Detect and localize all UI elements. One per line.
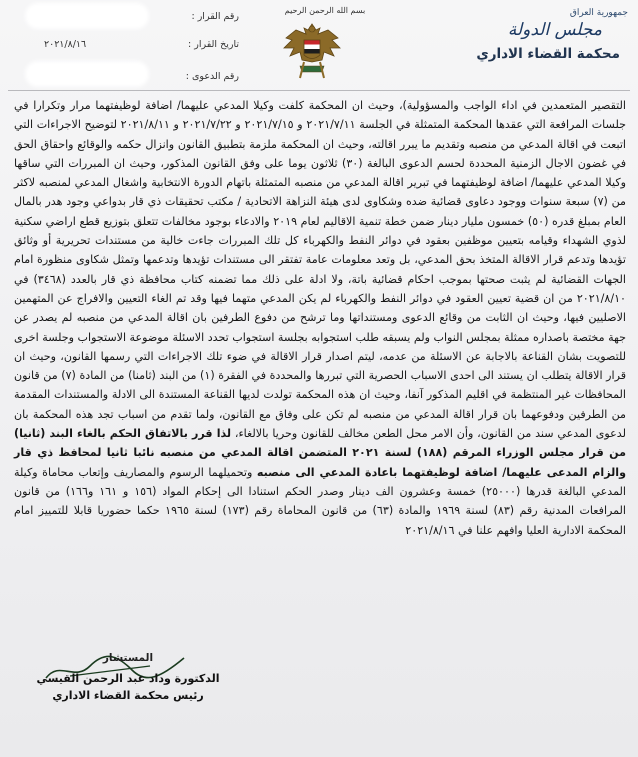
- iraq-eagle-emblem-icon: [282, 20, 342, 84]
- redaction-mark: [28, 64, 146, 84]
- judgment-closing: وتحميلهما الرسوم والمصاريف وإتعاب محاماة وكيلة المدعي البالغة قدرها (٢٥٠٠٠) خمسة وعشرون الف دينار وصدر الحكم استنادا الى إحكام المواد (١٥٦ و ١٦١ و١٦٦) من قانون المرافعات المدنية رقم (٨٣) لسنة ١٩٦٩ والمادة (٦٣) من قانون المحاماة رقم (١٧٣) لسنة ١٩٦٥ حكما حضوريا قابلا للتمييز امام المحكمة الادارية العليا وافهم علنا في ٢٠٢١/٨/١٦: [14, 465, 627, 537]
- decision-number-row: [14, 8, 239, 28]
- decision-number-label: رقم القرار :: [191, 11, 239, 22]
- signature-role: رئيس محكمة القضاء الاداري: [52, 689, 204, 702]
- court-header: [418, 8, 628, 62]
- republic-title: جمهورية العراق: [569, 8, 628, 18]
- case-number-row: [14, 68, 239, 88]
- decision-date-label: تاريخ القرار :: [188, 39, 239, 50]
- signature-name: الدكتورة وداد عبد الرحمن القيسي: [36, 672, 220, 685]
- court-title: محكمة القضاء الاداري: [476, 46, 620, 62]
- judgment-body: [14, 96, 626, 540]
- redaction-mark: [28, 6, 146, 26]
- signature-title: المستشار: [102, 652, 154, 664]
- header-divider: [8, 90, 630, 91]
- judgment-reasoning: التقصير المتعمدين في اداء الواجب والمسؤولية)، وحيث ان المحكمة كلفت وكيلا المدعي عليهما/ اضافة لوظيفتهما مرار وتكرارا في جلسات المرافعة التي عقدها المحكمة المتمثلة في الجلسة ٢٠٢١/٧/١١ و ٢٠٢١/٧/١٥ و ٢٠٢١/٧/٢٢ و ٢٠٢١/٨/١١ لتوضيح الاجراءات التي اتبعت في اقالة المدعي من منصبه وتقديم ما يبرر اقالته، وحيث ان المحكمة ملزمة بتطبيق القانون وانزال حكمه والوقائع واحقاق الحق في غضون الاجال الزمنية المحددة لحسم الدعوى البالغة (٣٠) ثلاثون يوما على وفق القانون المذكور، وحيث ان المبررات التي ساقها وكيلا المدعي عليهما/ اضافة لوظيفتهما في تبرير اقالة المدعي من منصبه المتمثلة باتهام الدورة الانتخابية واشغال المدعي لمنصبه لاكثر من (٧) سبعة سنوات ووجود دعاوى قضائية ضده وشكاوى لدى هيئة النزاهة الاتحادية / مكتب تحقيقات ذي قار بدواعي وجود هدر بالمال العام بمبلغ قدره (٥٠) خمسون مليار دينار ضمن خطة تنمية الاقاليم لعام ٢٠١٩ والادعاء بوجود مخالفات تتعلق بتوزيع قطع اراضي سكنية لذوي الشهداء وقيامه بتعيين موظفين بعقود في دوائر النفط والكهرباء كل تلك المبررات جاءت خالية من مستندات تحريرية أو وثائق تؤيدها وتدعم قرار الاقالة المتخذ بحق المدعي، بل وتعد معلومات عامة تفتقر الى مستندات تؤيدها وتدعمها وتمثل شكاوى منظورة امام الجهات القضائية لم يثبت صحتها بموجب احكام قضائية باتة، ولا ادلة على ذلك مما تضمنه كتاب محافظة ذي قار بالعدد (٣٤٦٨) في ٢٠٢١/٨/١٠ من ان قضية تعيين العقود في دوائر النفط والكهرباء لم يكن المدعي متهما فيها وقد تم الغاء التعيين والافراج عن المتهمين الاصليين فيها، وحيث ان الثابت من وقائع الدعوى ومستنداتها وما ترشح من دفوع الطرفين بان اقالة المدعي من منصبه لم يصدر عن جهة مختصة باصداره ممثلة بمجلس النواب ولم يسبقه طلب استجوابه بجلسة استجواب تحدد الاسئلة موضوعة الاستجواب وجلسة اخرى للتصويت بشان القناعة بالاجابة عن الاسئلة من عدمه، ليتم اصدار قرار الاقالة في ضوء تلك الاجراءات التي رسمها القانون، وحيث ان قرار الاقالة يتطلب ان يستند الى احدى الاسباب الحصرية التي تبررها والمحددة في الفقرة (١) من البند (ثامنا) من المادة (٧) من قانون المحافظات غير المنتظمة في اقليم المذكور آنفا، وحيث ان هذه المحكمة تولدت لديها القناعة المستندة الى الادلة والمستندات المقدمة من الطرفين ودفوعهما بان قرار اقالة المدعي من منصبه لم تكن على وفاق مع القانون، ولما تقدم من اسباب تجد هذه المحكمة بان لدعوى المدعي سند من القانون، وأن الامر محل الطعن مخالف للقانون وحريا بالالغاء،: [14, 99, 627, 441]
- decision-date-row: [14, 36, 239, 56]
- basmala: بسم الله الرحمن الرحيم: [284, 6, 366, 15]
- signature-block: [18, 652, 238, 702]
- decision-date-value: ٢٠٢١/٨/١٦: [44, 39, 87, 50]
- council-title: مجلس الدولة: [507, 20, 602, 40]
- case-number-label: رقم الدعوى :: [185, 71, 239, 82]
- judgment-ruling: لذا قرر بالاتفاق الحكم بالغاء البند (ثانيا) من قرار مجلس الوزراء المرقم (١٨٨) لسنة ٢٠٢١ المتضمن اقالة المدعي من منصبه نائبا ثانيا لمحافظ ذي قار والزام المدعى عليهما/ اضافة لوظيفتهما باعادة المدعي الى منصبه: [14, 427, 626, 479]
